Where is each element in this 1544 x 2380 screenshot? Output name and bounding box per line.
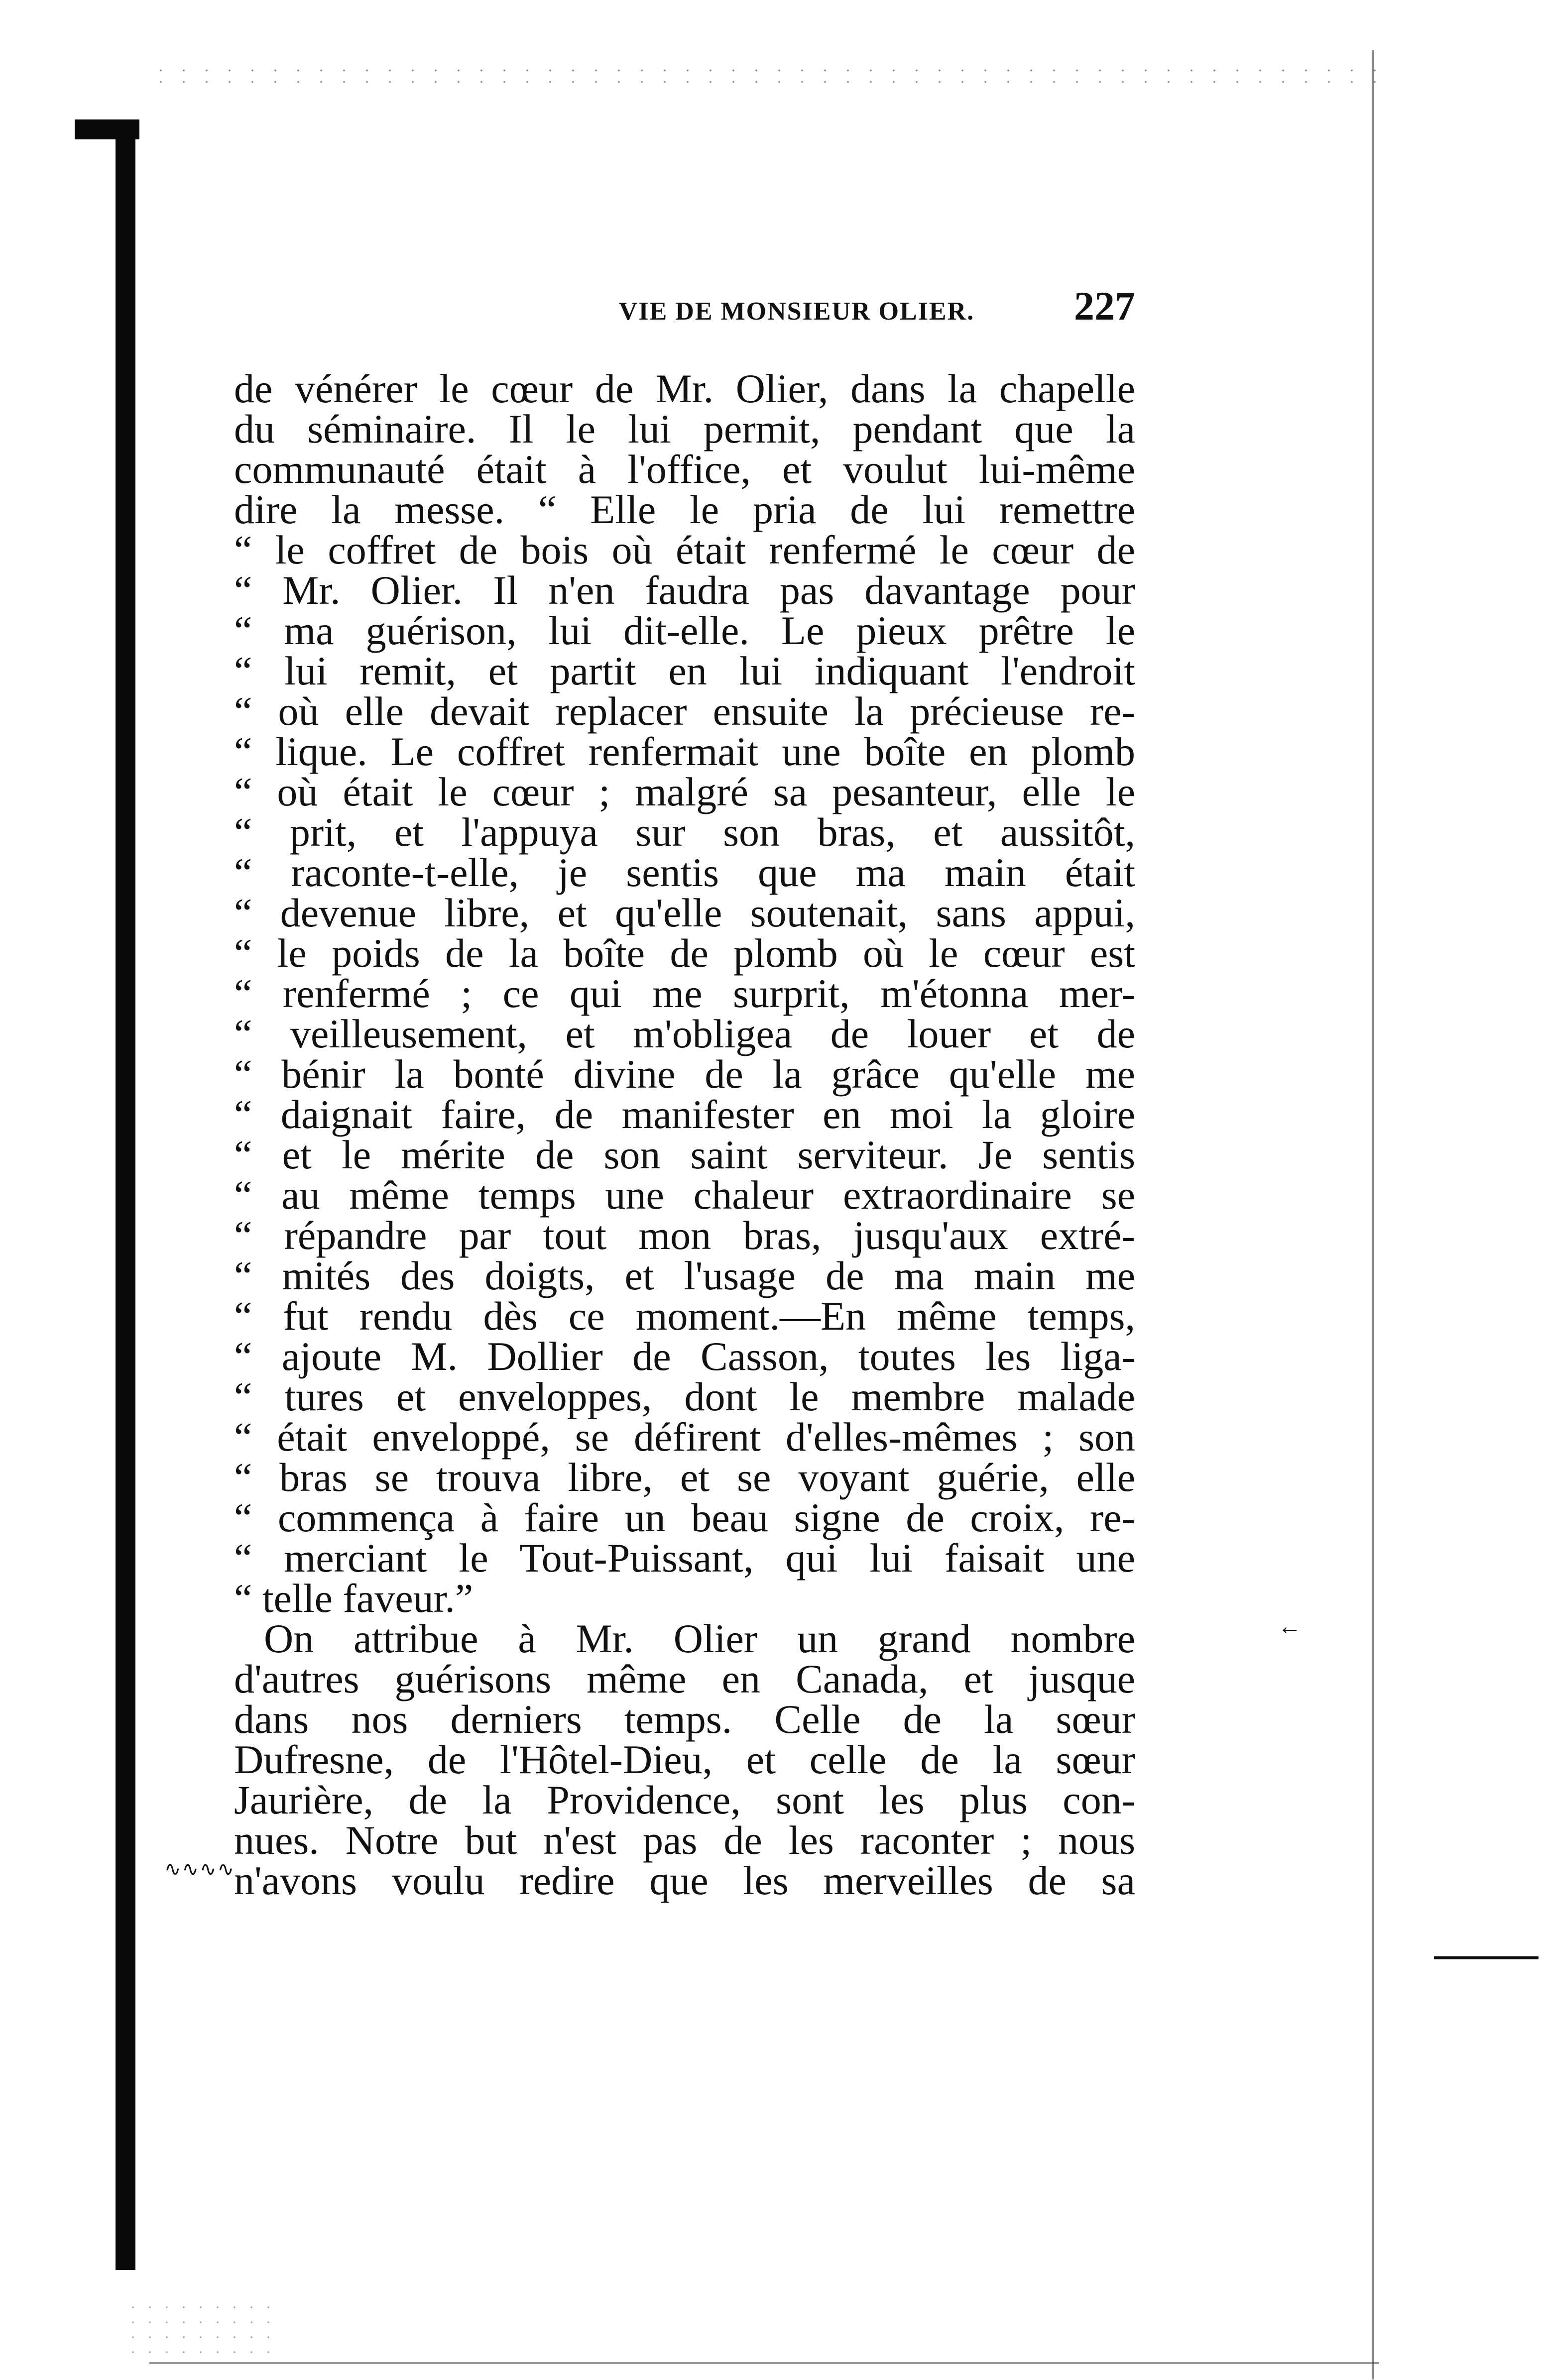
scan-noise-top: [149, 65, 1394, 85]
text-line: “ devenue libre, et qu'elle soutenait, sans appui,: [234, 890, 1135, 935]
text-line: “ où elle devait replacer ensuite la précieuse re-: [234, 688, 1135, 734]
text-line: “ le coffret de bois où était renfermé le cœur de: [234, 527, 1135, 572]
text-line: Jaurière, de la Providence, sont les plus con-: [234, 1777, 1135, 1822]
text-line: “ daignait faire, de manifester en moi la gloire: [234, 1092, 1135, 1137]
margin-squiggle-icon: ∿∿∿∿: [164, 1858, 236, 1880]
margin-arrow-icon: ←: [1278, 1613, 1302, 1640]
binding-edge: [116, 134, 135, 2270]
scan-noise-bottom: [124, 2300, 274, 2360]
body-text: [234, 368, 1135, 1901]
text-line: “ merciant le Tout-Puissant, qui lui faisait une: [234, 1535, 1135, 1581]
text-line: “ raconte-t-elle, je sentis que ma main était: [234, 850, 1135, 895]
text-line: “ veilleusement, et m'obligea de louer et de: [234, 1011, 1135, 1056]
text-line: “ telle faveur.”: [234, 1576, 474, 1621]
text-line: de vénérer le cœur de Mr. Olier, dans la chapelle: [234, 366, 1135, 411]
text-line: “ lique. Le coffret renfermait une boîte en plomb: [234, 729, 1135, 774]
text-line: “ commença à faire un beau signe de croix, re-: [234, 1495, 1135, 1540]
page-number: 227: [1074, 283, 1135, 329]
text-line: “ renfermé ; ce qui me surprit, m'étonna mer-: [234, 971, 1135, 1016]
page-edge-bottom: [149, 2362, 1379, 2364]
margin-mark: [1434, 1956, 1539, 1959]
text-line: “ Mr. Olier. Il n'en faudra pas davantage pour: [234, 567, 1135, 613]
text-line: “ et le mérite de son saint serviteur. Je sentis: [234, 1132, 1135, 1177]
text-line: “ tures et enveloppes, dont le membre malade: [234, 1374, 1135, 1419]
text-line: “ mités des doigts, et l'usage de ma main me: [234, 1253, 1135, 1298]
text-line: n'avons voulu redire que les merveilles de sa: [234, 1858, 1135, 1903]
text-line: Dufresne, de l'Hôtel-Dieu, et celle de la sœur: [234, 1737, 1135, 1782]
text-line: “ ajoute M. Dollier de Casson, toutes les liga-: [234, 1334, 1135, 1379]
page-edge-right: [1372, 50, 1374, 2380]
text-line: “ où était le cœur ; malgré sa pesanteur, elle le: [234, 769, 1135, 814]
text-line: “ prit, et l'appuya sur son bras, et aussitôt,: [234, 809, 1135, 855]
text-line: “ était enveloppé, se défirent d'elles-mêmes ; son: [234, 1414, 1135, 1460]
text-line: “ le poids de la boîte de plomb où le cœur est: [234, 930, 1135, 976]
text-line: “ répandre par tout mon bras, jusqu'aux extré-: [234, 1213, 1135, 1258]
text-line: du séminaire. Il le lui permit, pendant que la: [234, 406, 1135, 452]
text-line: “ au même temps une chaleur extraordinaire se: [234, 1172, 1135, 1218]
text-line: “ bras se trouva libre, et se voyant guérie, elle: [234, 1455, 1135, 1500]
text-line: communauté était à l'office, et voulut lui-même: [234, 447, 1135, 492]
text-line: “ bénir la bonté divine de la grâce qu'elle me: [234, 1051, 1135, 1097]
text-line: d'autres guérisons même en Canada, et jusque: [234, 1656, 1135, 1701]
text-line: dans nos derniers temps. Celle de la sœur: [234, 1697, 1135, 1742]
text-line: On attribue à Mr. Olier un grand nombre: [264, 1616, 1135, 1661]
text-line: “ lui remit, et partit en lui indiquant l'endroit: [234, 648, 1135, 693]
running-head: VIE DE MONSIEUR OLIER.: [618, 297, 975, 326]
text-line: dire la messe. “ Elle le pria de lui remettre: [234, 487, 1135, 532]
text-line: “ fut rendu dès ce moment.—En même temps,: [234, 1293, 1135, 1339]
text-line: nues. Notre but n'est pas de les raconter ; nous: [234, 1817, 1135, 1863]
text-line: “ ma guérison, lui dit-elle. Le pieux prêtre le: [234, 608, 1135, 653]
